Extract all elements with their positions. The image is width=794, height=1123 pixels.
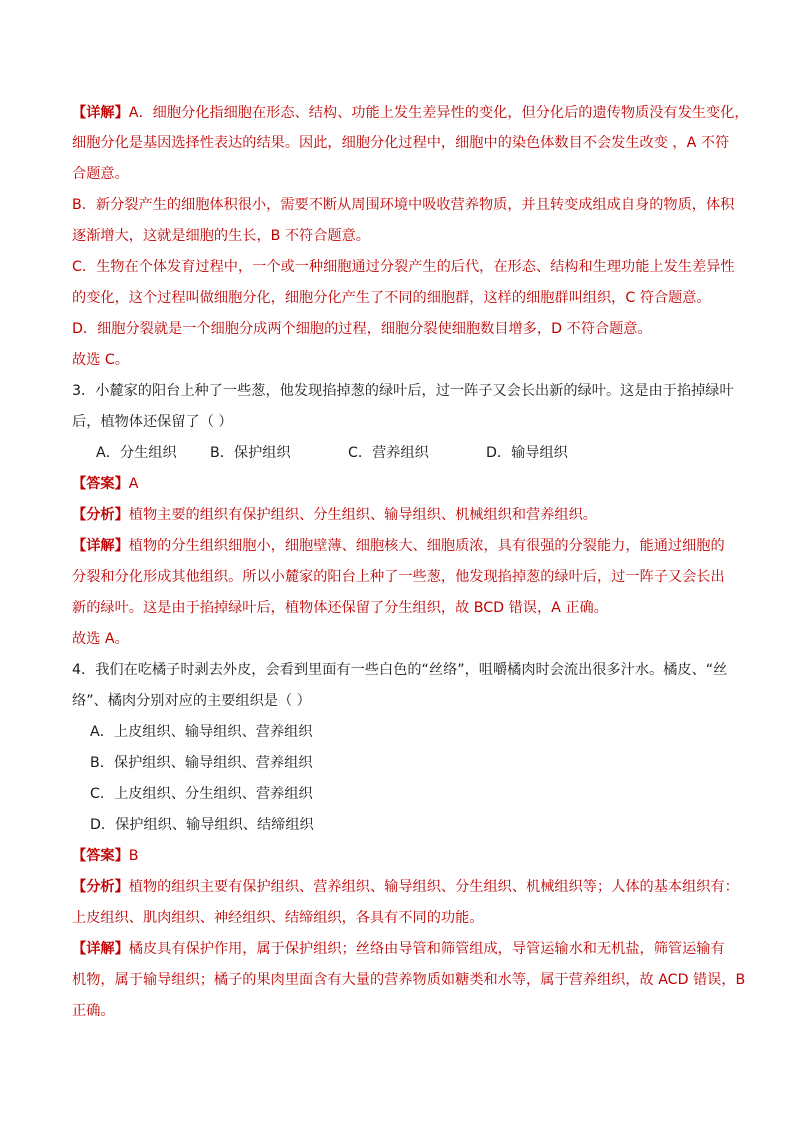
- detail-line-1: 【详解】A．细胞分化指细胞在形态、结构、功能上发生差异性的变化，但分化后的遗传物质没有发生变化，: [72, 105, 749, 121]
- detail-line-3: 合题意。: [72, 166, 129, 182]
- q3-detail-3: 新的绿叶。这是由于掐掉绿叶后，植物体还保留了分生组织，故 BCD 错误，A 正确。: [72, 600, 608, 616]
- detail-line-6: C．生物在个体发育过程中，一个或一种细胞通过分裂产生的后代，在形态、结构和生理功能上发生差异性: [72, 259, 735, 275]
- q4-option-d: D．保护组织、输导组织、结缔组织: [90, 817, 314, 833]
- detail-line-9: 故选 C。: [72, 352, 129, 368]
- q4-detail-2: 机物，属于输导组织；橘子的果肉里面含有大量的营养物质如糖类和水等，属于营养组织，故 ACD 错误，B: [72, 972, 746, 988]
- q4-analysis-1: 【分析】植物的组织主要有保护组织、营养组织、输导组织、分生组织、机械组织等；人体的基本组织有：: [72, 879, 739, 895]
- q3-answer-value: A: [128, 476, 139, 492]
- detail-line-4: B．新分裂产生的细胞体积很小，需要不断从周围环境中吸收营养物质，并且转变成组成自身的物质，体积: [72, 197, 735, 213]
- q3-detail-4: 故选 A。: [72, 631, 129, 647]
- q4-analysis-2: 上皮组织、肌肉组织、神经组织、结缔组织，各具有不同的功能。: [72, 910, 484, 926]
- q4-stem-1: 4．我们在吃橘子时剥去外皮，会看到里面有一些白色的“丝络”，咀嚼橘肉时会流出很多汁水。橘皮、“丝: [72, 662, 728, 678]
- q4-option-b: B．保护组织、输导组织、营养组织: [90, 755, 313, 771]
- detail-line-8: D．细胞分裂就是一个细胞分成两个细胞的过程，细胞分裂使细胞数目增多，D 不符合题意。: [72, 321, 652, 337]
- q4-answer: 【答案】B: [72, 848, 139, 864]
- q4-answer-value: B: [128, 848, 139, 864]
- detail-line-7: 的变化，这个过程叫做细胞分化，细胞分化产生了不同的细胞群，这样的细胞群叫组织，C 符合题意。: [72, 290, 711, 306]
- q3-detail-1: 【详解】植物的分生组织细胞小，细胞壁薄、细胞核大、细胞质浓，具有很强的分裂能力，能通过细胞的: [72, 538, 725, 554]
- q4-option-c: C．上皮组织、分生组织、营养组织: [90, 786, 313, 802]
- q3-option-d: D．输导组织: [486, 445, 568, 461]
- q3-option-b: B．保护组织: [210, 445, 291, 461]
- q4-stem-2: 络”、橘肉分别对应的主要组织是（ ）: [72, 693, 311, 709]
- detail-tag: 【详解】: [72, 105, 129, 121]
- q3-stem-1: 3．小麓家的阳台上种了一些葱，他发现掐掉葱的绿叶后，过一阵子又会长出新的绿叶。这是由于掐掉绿叶: [72, 383, 734, 399]
- detail-line-2: 细胞分化是基因选择性表达的结果。因此，细胞分化过程中，细胞中的染色体数目不会发生改变 ，A 不符: [72, 135, 730, 151]
- q3-answer: 【答案】A: [72, 476, 139, 492]
- q3-option-a: A．分生组织: [96, 445, 177, 461]
- q3-option-c: C．营养组织: [348, 445, 429, 461]
- q4-option-a: A．上皮组织、输导组织、营养组织: [90, 724, 313, 740]
- q3-detail-2: 分裂和分化形成其他组织。所以小麓家的阳台上种了一些葱，他发现掐掉葱的绿叶后，过一阵子又会长出: [72, 569, 725, 585]
- q3-analysis: 【分析】植物主要的组织有保护组织、分生组织、输导组织、机械组织和营养组织。: [72, 507, 597, 523]
- q4-detail-3: 正确。: [72, 1003, 115, 1019]
- q3-stem-2: 后，植物体还保留了（ ）: [72, 414, 233, 430]
- q4-detail-1: 【详解】橘皮具有保护作用，属于保护组织；丝络由导管和筛管组成，导管运输水和无机盐，筛管运输有: [72, 941, 725, 957]
- detail-line-5: 逐渐增大，这就是细胞的生长，B 不符合题意。: [72, 228, 370, 244]
